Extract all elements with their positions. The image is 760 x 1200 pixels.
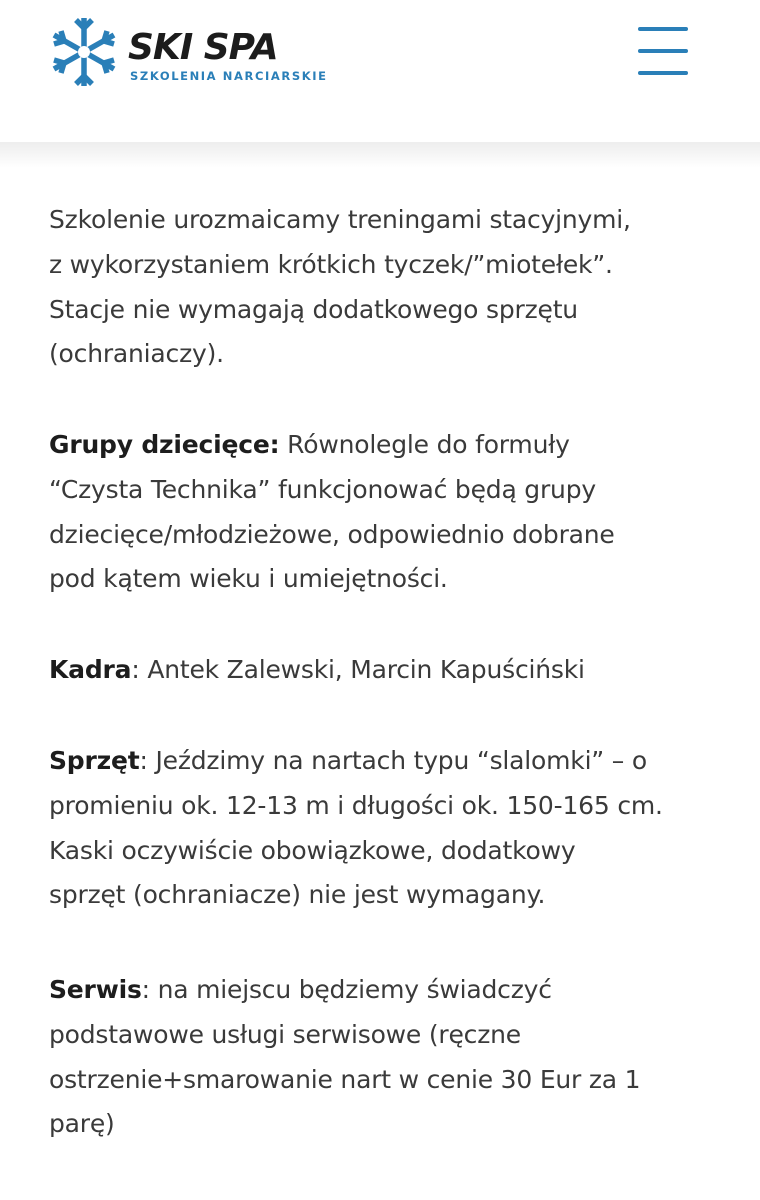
text-segment: : Antek Zalewski, Marcin Kapuściński [131, 655, 585, 684]
kids-groups-label: Grupy dziecięce: [49, 430, 280, 459]
paragraph-stations [49, 198, 739, 377]
text-line: z wykorzystaniem krótkich tyczek/”miotełek”. [49, 249, 613, 279]
site-logo[interactable] [50, 14, 350, 94]
site-header [0, 0, 760, 142]
text-line: pod kątem wieku i umiejętności. [49, 564, 448, 594]
text-line [49, 739, 739, 784]
staff-label: Kadra [49, 655, 132, 684]
text-line: Stacje nie wymagają dodatkowego sprzętu [49, 294, 578, 324]
menu-bar [638, 71, 688, 75]
text-line: podstawowe usługi serwisowe (ręczne [49, 1019, 521, 1049]
logo-subtitle: SZKOLENIA NARCIARSKIE [130, 69, 328, 83]
text-line: parę) [49, 1109, 115, 1139]
paragraph-kids-groups [49, 423, 739, 602]
header-shadow [0, 142, 760, 168]
text-line: dziecięce/młodzieżowe, odpowiednio dobrane [49, 519, 615, 549]
text-line: Kaski oczywiście obowiązkowe, dodatkowy [49, 835, 576, 865]
paragraph-equipment [49, 739, 739, 918]
logo-title: SKI SPA [128, 27, 278, 68]
text-segment: : na miejscu będziemy świadczyć [141, 975, 552, 1004]
service-label: Serwis [49, 975, 142, 1004]
paragraph-service [49, 968, 739, 1147]
text-line: (ochraniaczy). [49, 339, 224, 369]
menu-bar [638, 27, 688, 31]
article-content [0, 140, 760, 1200]
text-line: ostrzenie+smarowanie nart w cenie 30 Eur za 1 [49, 1064, 641, 1094]
text-line: sprzęt (ochraniacze) nie jest wymagany. [49, 880, 546, 910]
text-segment: Równolegle do formuły [279, 430, 570, 459]
menu-bar [638, 49, 688, 53]
paragraph-staff [49, 648, 739, 693]
text-line [49, 968, 739, 1013]
equipment-label: Sprzęt [49, 746, 140, 775]
hamburger-menu-icon[interactable] [638, 27, 688, 79]
snowflake-logo-icon [50, 14, 118, 90]
text-line [49, 423, 739, 468]
text-line: promieniu ok. 12-13 m i długości ok. 150-165 cm. [49, 790, 663, 820]
text-line [49, 648, 739, 693]
text-line: “Czysta Technika” funkcjonować będą grupy [49, 474, 596, 504]
text-line: Szkolenie urozmaicamy treningami stacyjnymi, [49, 205, 631, 234]
text-segment: : Jeździmy na nartach typu “slalomki” – o [139, 746, 647, 775]
